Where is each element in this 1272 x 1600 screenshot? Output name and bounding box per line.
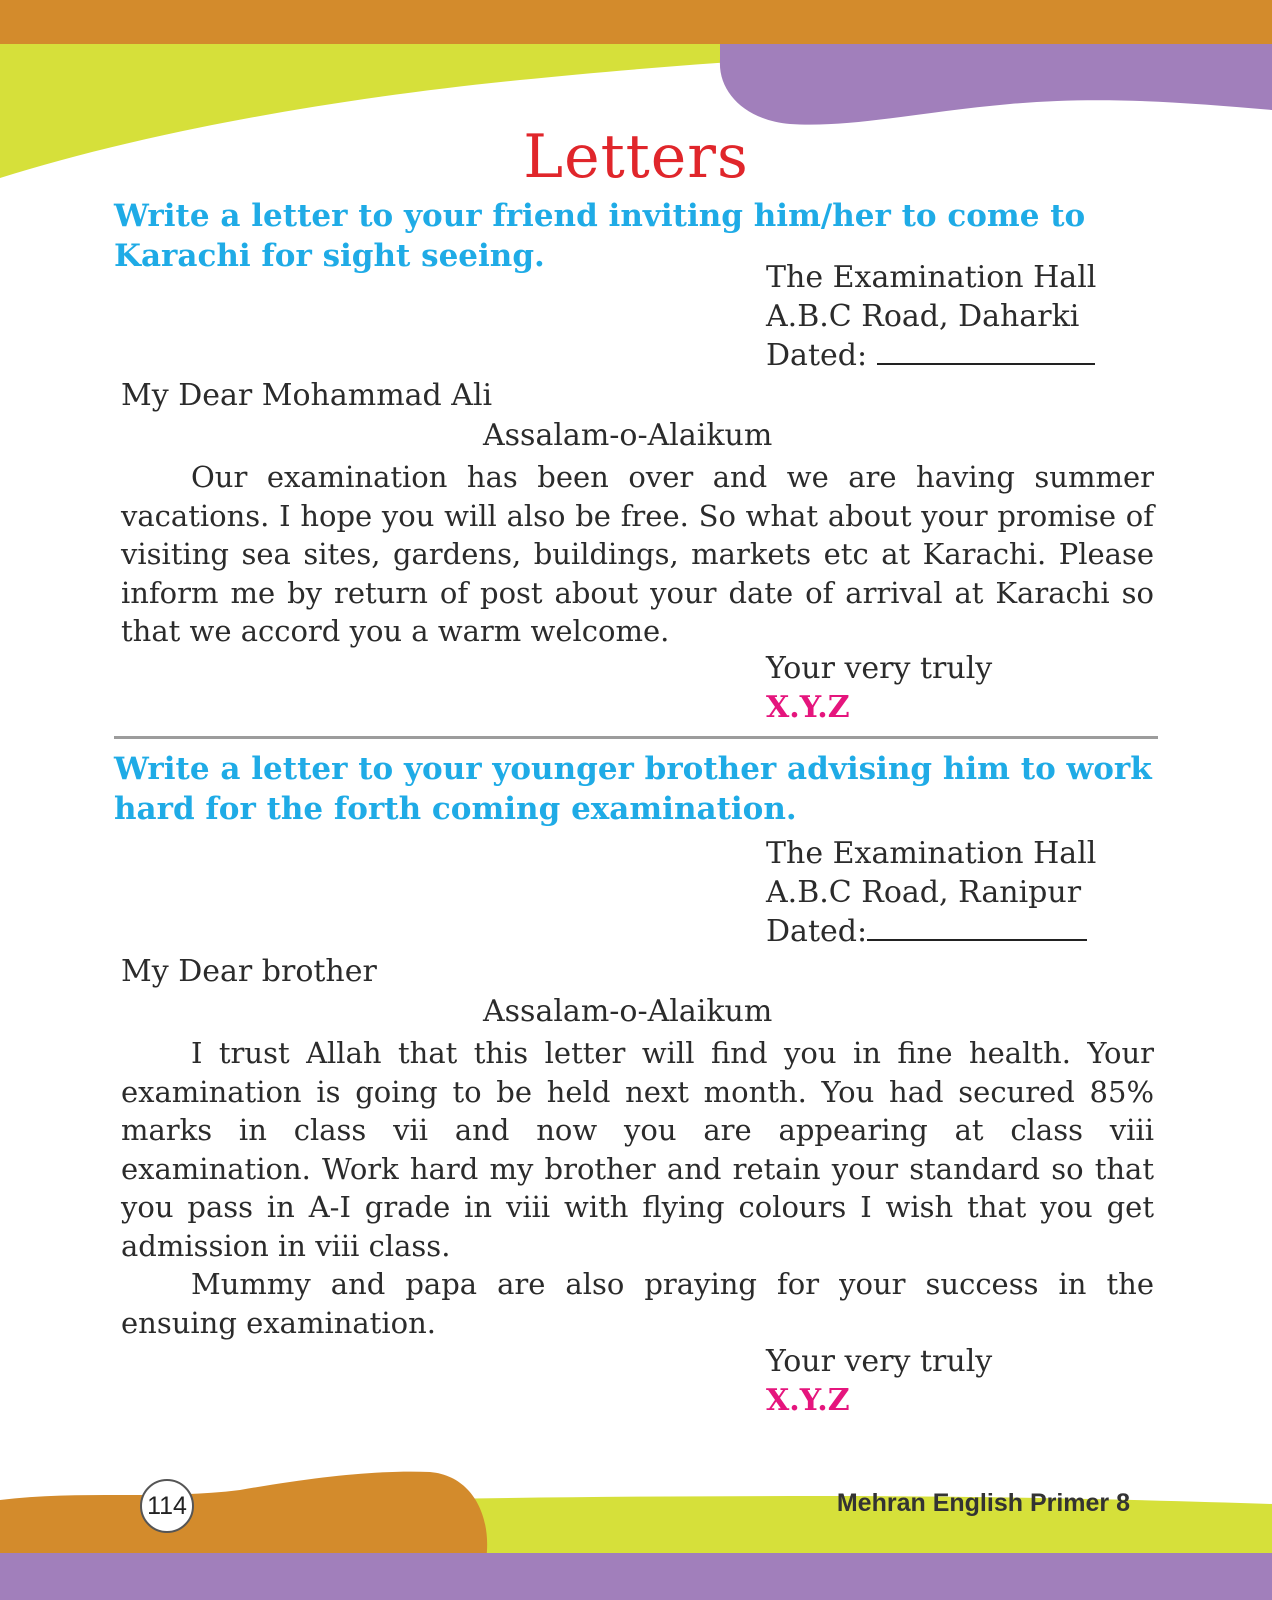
book-title: Mehran English Primer 8 xyxy=(836,1489,1130,1517)
letter1-address-line2: A.B.C Road, Daharki xyxy=(766,299,1080,334)
letter1-dated xyxy=(766,336,1166,375)
letter1-signature: X.Y.Z xyxy=(766,690,850,725)
letter2-address-line1: The Examination Hall xyxy=(766,836,1097,871)
letter1-dated-label: Dated: xyxy=(766,338,868,373)
letter1-address xyxy=(766,258,1166,375)
letter2-dated-label: Dated: xyxy=(766,914,868,949)
letter1-greeting: Assalam-o-Alaikum xyxy=(483,418,773,453)
letter2-paragraph2: Mummy and papa are also praying for your success in the ensuing examination. xyxy=(121,1267,1154,1340)
letter2-signature: X.Y.Z xyxy=(766,1383,850,1418)
letter1-closing: Your very truly xyxy=(766,651,993,686)
letter2-address xyxy=(766,834,1166,951)
letter1-paragraph: Our examination has been over and we are having summer vacations. I hope you will also be free. So what about your promise of visiting sea sites, gardens, buildings, markets etc at Karachi. Please inform me by return of post about your date of arrival at Karachi so that we accord you a warm welcome. xyxy=(121,460,1154,648)
letter2-salutation: My Dear brother xyxy=(121,954,377,989)
top-orange-band xyxy=(0,0,1272,48)
section-divider xyxy=(114,736,1158,739)
letter1-address-line1: The Examination Hall xyxy=(766,260,1097,295)
letter1-question: Write a letter to your friend inviting him/her to come to Karachi for sight seeing. xyxy=(114,198,1086,274)
letter1-salutation: My Dear Mohammad Ali xyxy=(121,378,493,413)
letter2-address-line2: A.B.C Road, Ranipur xyxy=(766,875,1082,910)
bottom-purple-band xyxy=(0,1553,1272,1600)
letter2-paragraph1: I trust Allah that this letter will find you in fine health. Your examination is going to be held next month. You had secured 85% marks in class vii and now you are appearing at class viii examination. Work hard my brother and retain your standard so that you pass in A-I grade in viii with flying colours I wish that you get admission in viii class. xyxy=(121,1036,1154,1263)
letter1-date-blank xyxy=(877,363,1095,365)
top-purple-wave xyxy=(720,44,1272,125)
letter2-dated xyxy=(766,912,1166,951)
letter2-date-blank xyxy=(867,939,1087,941)
letter2-question: Write a letter to your younger brother advising him to work hard for the forth coming examination. xyxy=(114,751,1152,827)
letter2-closing: Your very truly xyxy=(766,1344,993,1379)
page-title: Letters xyxy=(523,122,749,192)
letter2-greeting: Assalam-o-Alaikum xyxy=(483,994,773,1029)
page-number-badge: 114 xyxy=(140,1479,194,1533)
